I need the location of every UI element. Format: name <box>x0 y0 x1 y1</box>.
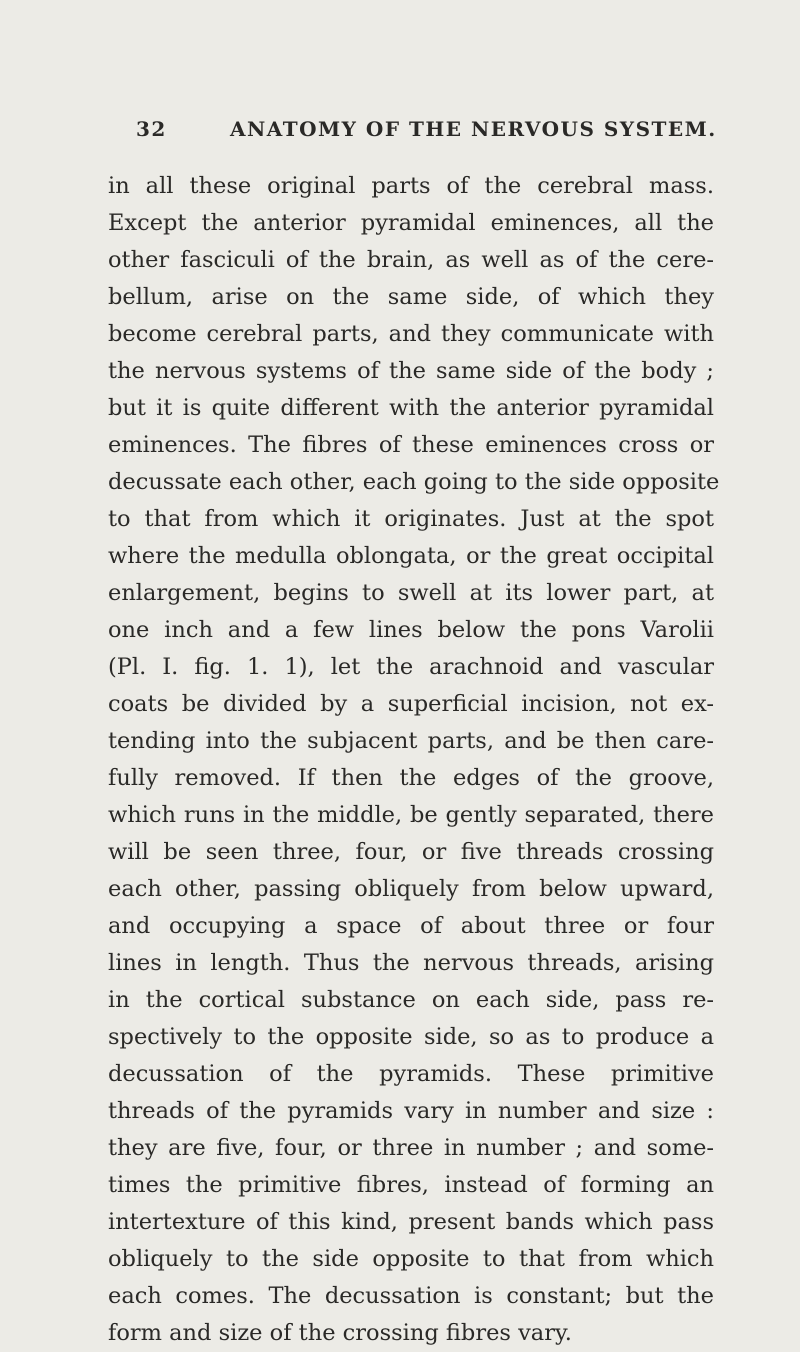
running-title: ANATOMY OF THE NERVOUS SYSTEM. <box>230 117 717 141</box>
text-line: Except the anterior pyramidal eminences, all the <box>108 210 714 236</box>
text-line: spectively to the opposite side, so as to produce a <box>108 1024 714 1050</box>
running-head <box>136 117 740 147</box>
text-line: (Pl. I. fig. 1. 1), let the arachnoid and vascular <box>108 654 714 680</box>
text-line: coats be divided by a superficial incision, not ex- <box>108 691 714 717</box>
text-line: fully removed. If then the edges of the groove, <box>108 765 714 791</box>
text-line: bellum, arise on the same side, of which they <box>108 284 714 310</box>
text-line: in all these original parts of the cerebral mass. <box>108 173 714 199</box>
text-line: tending into the subjacent parts, and be then care- <box>108 728 714 754</box>
page-number: 32 <box>136 117 167 141</box>
text-line: the nervous systems of the same side of the body ; <box>108 358 714 384</box>
text-line: eminences. The fibres of these eminences cross or <box>108 432 714 458</box>
text-line: threads of the pyramids vary in number and size : <box>108 1098 714 1124</box>
text-line: will be seen three, four, or five threads crossing <box>108 839 714 865</box>
text-line: but it is quite different with the anterior pyramidal <box>108 395 714 421</box>
text-line: other fasciculi of the brain, as well as of the cere- <box>108 247 714 273</box>
text-line: enlargement, begins to swell at its lower part, at <box>108 580 714 606</box>
text-line: decussation of the pyramids. These primitive <box>108 1061 714 1087</box>
text-line: each other, passing obliquely from below upward, <box>108 876 714 902</box>
text-line: they are five, four, or three in number ; and some- <box>108 1135 714 1161</box>
body-text <box>108 168 720 1352</box>
text-line: each comes. The decussation is constant; but the <box>108 1283 714 1309</box>
text-line: decussate each other, each going to the side opposite <box>108 469 720 495</box>
text-line: in the cortical substance on each side, pass re- <box>108 987 714 1013</box>
text-line: become cerebral parts, and they communicate with <box>108 321 714 347</box>
text-line: form and size of the crossing fibres vary. <box>108 1320 572 1346</box>
text-line: to that from which it originates. Just at the spot <box>108 506 714 532</box>
text-line: and occupying a space of about three or four <box>108 913 714 939</box>
text-line: times the primitive fibres, instead of forming an <box>108 1172 714 1198</box>
text-line: obliquely to the side opposite to that from which <box>108 1246 714 1272</box>
text-line: one inch and a few lines below the pons Varolii <box>108 617 714 643</box>
text-line: lines in length. Thus the nervous threads, arising <box>108 950 714 976</box>
text-line: where the medulla oblongata, or the great occipital <box>108 543 714 569</box>
text-line: which runs in the middle, be gently separated, there <box>108 802 714 828</box>
text-line: intertexture of this kind, present bands which pass <box>108 1209 714 1235</box>
